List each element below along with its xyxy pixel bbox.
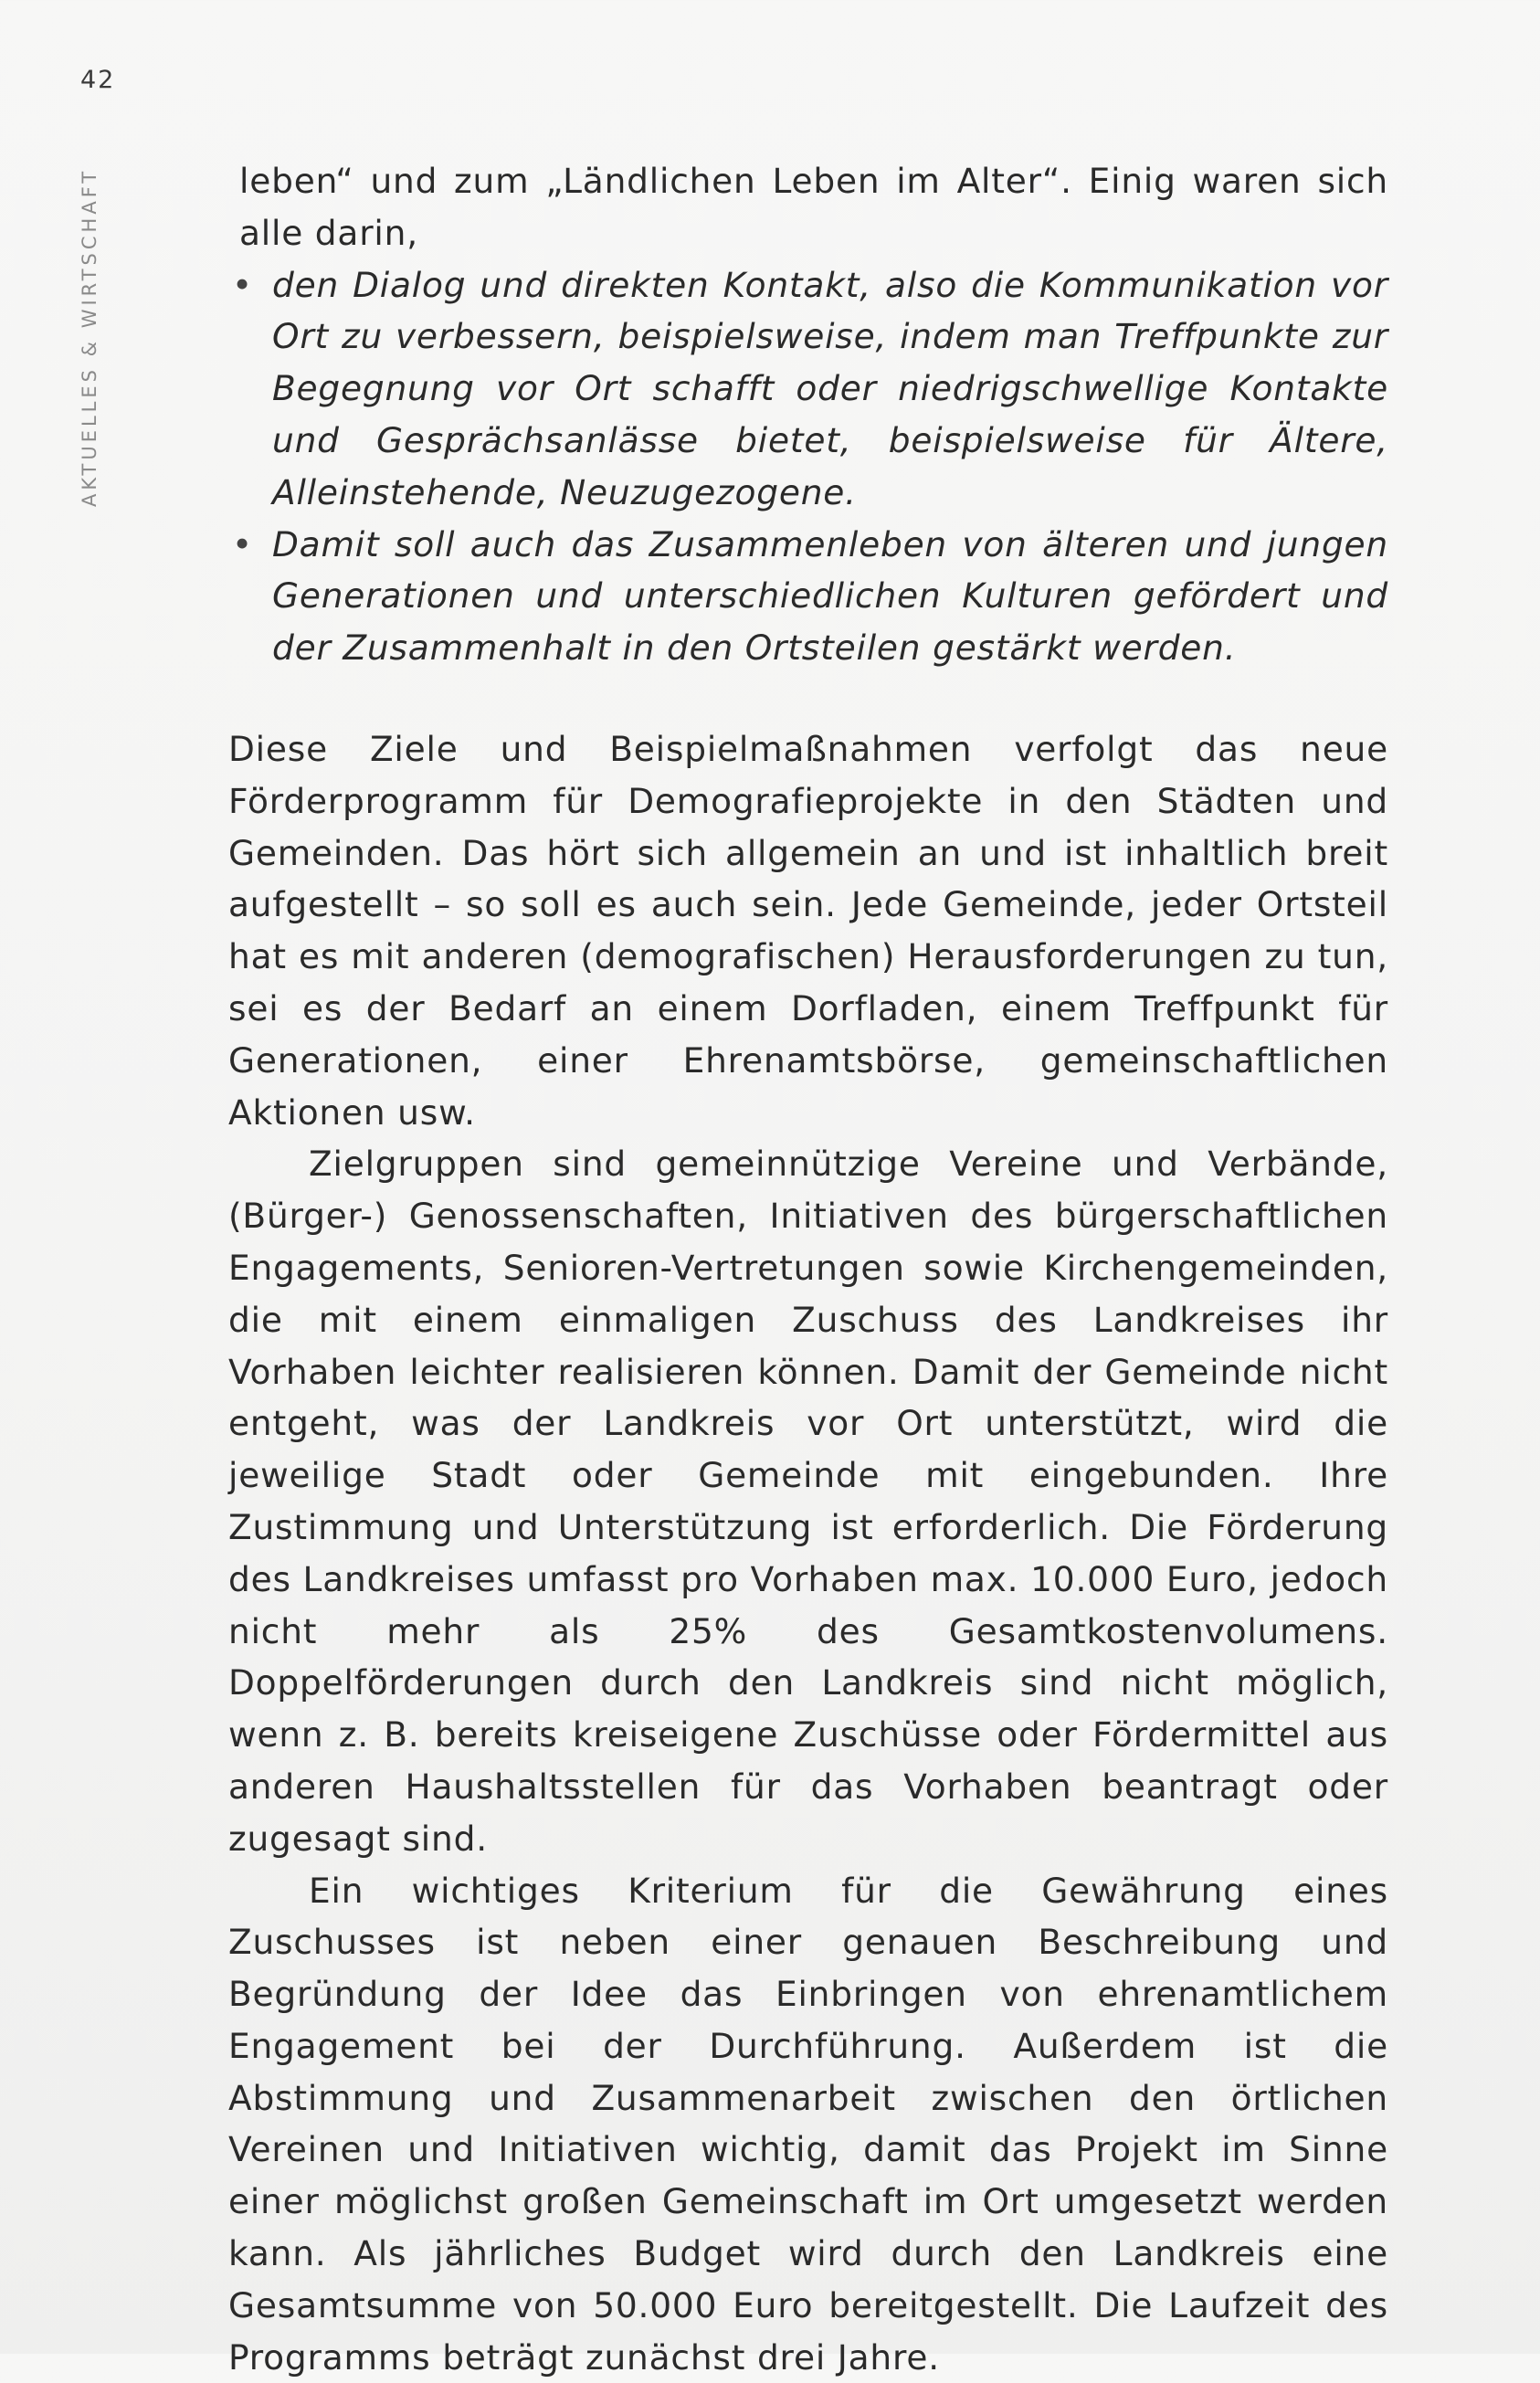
paragraph: Zielgruppen sind gemeinnützige Vereine und Verbände, (Bürger-) Genossenschaften, Initiativen des bürgerschaftlichen Engagements, Senioren-Vertretungen sowie Kirchengemeinden, die mit einem einmaligen Zuschuss des Landkreises ihr Vorhaben leichter realisieren können. Damit der Gemeinde nicht entgeht, was der Landkreis vor Ort unterstützt, wird die jeweilige Stadt oder Gemeinde mit eingebunden. Ihre Zustimmung und Unterstützung ist erforderlich. Die Förderung des Landkreises umfasst pro Vorhaben max. 10.000 Euro, jedoch nicht mehr als 25% des Gesamtkostenvolumens. Doppelförderungen durch den Landkreis sind nicht möglich, wenn z. B. bereits kreiseigene Zuschüsse oder Fördermittel aus anderen Haushaltsstellen für das Vorhaben beantragt oder zugesagt sind.: [228, 1138, 1388, 1864]
bullet-icon: •: [232, 519, 253, 571]
list-item-text: Damit soll auch das Zusammenleben von älteren und jungen Generationen und unterschiedlichen Kulturen gefördert und der Zusammenhalt in den Ortsteilen gestärkt werden.: [272, 524, 1388, 669]
page-number: 42: [80, 66, 115, 94]
paragraph: Diese Ziele und Beispielmaßnahmen verfolgt das neue Förderprogramm für Demografieprojekte in den Städten und Gemeinden. Das hört sich allgemein an und ist inhaltlich breit aufgestellt – so soll es auch sein. Jede Gemeinde, jeder Ortsteil hat es mit anderen (demografischen) Herausforderungen zu tun, sei es der Bedarf an einem Dorfladen, einem Treffpunkt für Generationen, einer Ehrenamtsbörse, gemeinschaftlichen Aktionen usw.: [228, 723, 1388, 1138]
article-body: [228, 155, 1388, 2383]
section-label: AKTUELLES & WIRTSCHAFT: [79, 168, 100, 507]
bullet-list: [228, 259, 1388, 674]
list-item-text: den Dialog und direkten Kontakt, also die Kommunikation vor Ort zu verbessern, beispielsweise, indem man Treffpunkte zur Begegnung vor Ort schafft oder niedrigschwellige Kontakte und Gesprächsanlässe bietet, beispielsweise für Ältere, Alleinstehende, Neuzugezogene.: [272, 265, 1388, 512]
list-item: [228, 519, 1388, 674]
bullet-icon: •: [232, 259, 253, 311]
intro-text: leben“ und zum „Ländlichen Leben im Alter“. Einig waren sich alle darin,: [239, 155, 1388, 259]
list-item: [228, 259, 1388, 519]
paragraph: Ein wichtiges Kriterium für die Gewährung eines Zuschusses ist neben einer genauen Beschreibung und Begründung der Idee das Einbringen von ehrenamtlichem Engagement bei der Durchführung. Außerdem ist die Abstimmung und Zusammenarbeit zwischen den örtlichen Vereinen und Initiativen wichtig, damit das Projekt im Sinne einer möglichst großen Gemeinschaft im Ort umgesetzt werden kann. Als jährliches Budget wird durch den Landkreis eine Gesamtsumme von 50.000 Euro bereitgestellt. Die Laufzeit des Programms beträgt zunächst drei Jahre.: [228, 1865, 1388, 2383]
